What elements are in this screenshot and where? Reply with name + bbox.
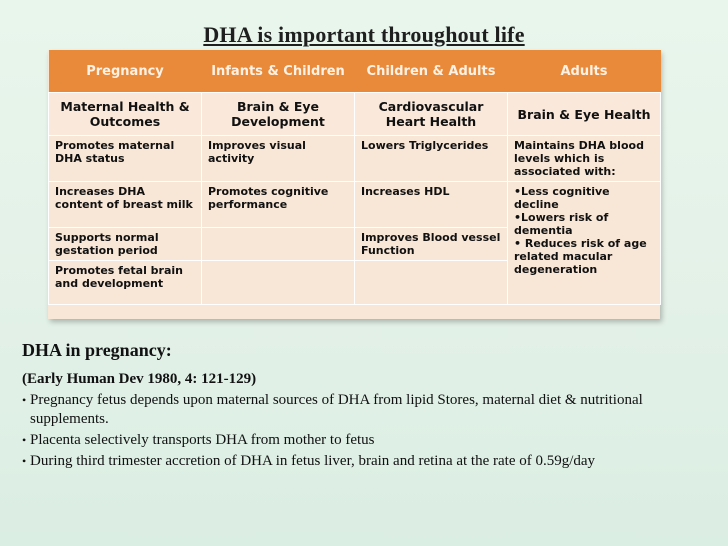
table-cell: Maintains DHA blood levels which is associated with:	[508, 136, 661, 182]
list-item	[22, 391, 722, 429]
list-item	[22, 452, 722, 471]
subheader-brain-eye-health: Brain & Eye Health	[508, 93, 661, 136]
dha-table-container	[48, 50, 660, 319]
table-subheader-row	[49, 93, 661, 136]
bullet-icon: •	[22, 433, 27, 447]
table-cell	[202, 261, 355, 305]
slide-title: DHA is important throughout life	[203, 22, 525, 47]
table-header-row	[49, 50, 661, 93]
citation: (Early Human Dev 1980, 4: 121-129)	[22, 371, 257, 387]
table-cell-adults-benefits: •Less cognitive decline •Lowers risk of dementia • Reduces risk of age related macular degeneration	[508, 182, 661, 305]
bullet-text: Pregnancy fetus depends upon maternal sources of DHA from lipid Stores, maternal diet & nutritional supplements.	[30, 392, 643, 427]
bullet-icon: •	[22, 454, 27, 468]
table-cell: Promotes fetal brain and development	[49, 261, 202, 305]
table-cell: Improves Blood vessel Function	[355, 228, 508, 261]
section-heading: DHA in pregnancy:	[22, 340, 172, 360]
table-cell: Promotes maternal DHA status	[49, 136, 202, 182]
table-cell: Supports normal gestation period	[49, 228, 202, 261]
subheader-brain-eye-development: Brain & Eye Development	[202, 93, 355, 136]
bullet-icon: •	[22, 393, 27, 407]
header-children-adults: Children & Adults	[355, 50, 508, 93]
dha-table	[48, 50, 661, 305]
table-row	[49, 136, 661, 182]
table-cell: Increases DHA content of breast milk	[49, 182, 202, 228]
list-item	[22, 431, 722, 450]
bullet-text: Placenta selectively transports DHA from mother to fetus	[30, 432, 375, 448]
table-cell: Lowers Triglycerides	[355, 136, 508, 182]
pregnancy-section	[22, 340, 722, 473]
header-adults: Adults	[508, 50, 661, 93]
header-infants-children: Infants & Children	[202, 50, 355, 93]
table-cell	[202, 228, 355, 261]
table-cell: Increases HDL	[355, 182, 508, 228]
table-cell: Improves visual activity	[202, 136, 355, 182]
header-pregnancy: Pregnancy	[49, 50, 202, 93]
table-cell: Promotes cognitive performance	[202, 182, 355, 228]
table-row	[49, 182, 661, 228]
subheader-maternal-health: Maternal Health & Outcomes	[49, 93, 202, 136]
subheader-cardiovascular: Cardiovascular Heart Health	[355, 93, 508, 136]
table-cell	[355, 261, 508, 305]
bullet-text: During third trimester accretion of DHA in fetus liver, brain and retina at the rate of 0.59g/day	[30, 453, 596, 469]
